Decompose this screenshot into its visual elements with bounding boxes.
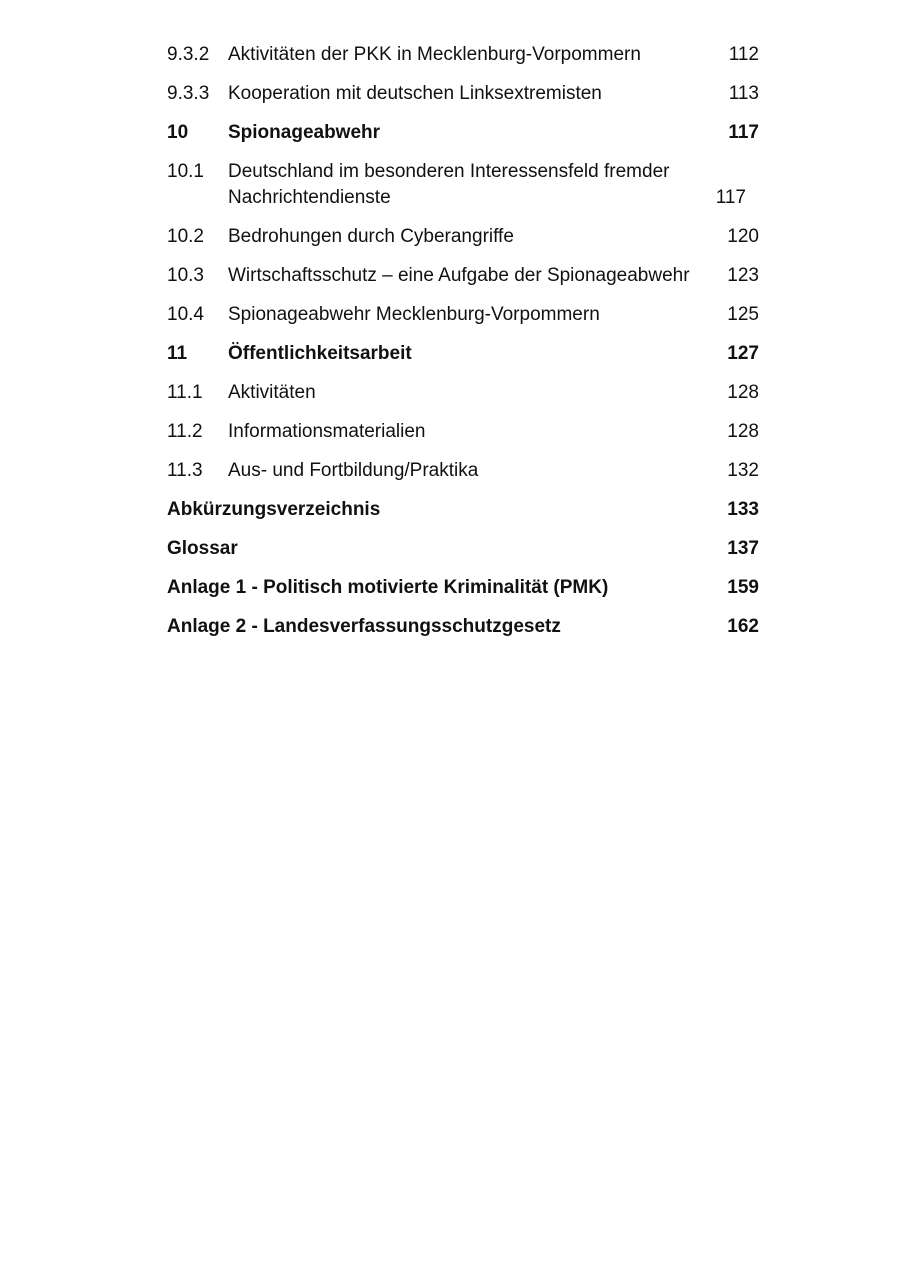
toc-entry-11-1	[167, 380, 759, 406]
toc-entry-page: 120	[727, 226, 759, 247]
toc-entry-number: 10.1	[167, 161, 204, 182]
toc-appendix-abbreviations	[167, 497, 759, 523]
toc-chapter-11	[167, 341, 759, 367]
toc-entry-11-3	[167, 458, 759, 484]
toc-entry-page: 132	[727, 460, 759, 481]
toc-entry-number: 11.1	[167, 382, 203, 403]
toc-appendix-glossary	[167, 536, 759, 562]
toc-entry-page: 159	[727, 577, 759, 598]
toc-entry-title: Aktivitäten der PKK in Mecklenburg-Vorpommern	[228, 44, 641, 65]
toc-entry-title: Deutschland im besonderen Interessensfeld fremder Nachrichtendienste	[228, 161, 670, 208]
toc-entry-number: 11.3	[167, 460, 203, 481]
toc-entry-number: 10.3	[167, 265, 204, 286]
toc-appendix-anlage-2	[167, 614, 759, 640]
toc-chapter-10	[167, 120, 759, 146]
toc-entry-page: 128	[727, 382, 759, 403]
toc-entry-title: Öffentlichkeitsarbeit	[228, 343, 412, 364]
toc-entry-page: 117	[715, 187, 746, 208]
toc-entry-page: 117	[728, 122, 759, 143]
toc-entry-page: 123	[727, 265, 759, 286]
toc-entry-page: 162	[727, 616, 759, 637]
toc-entry-10-2	[167, 224, 759, 250]
toc-entry-number: 10.4	[167, 304, 204, 325]
toc-entry-number: 9.3.2	[167, 44, 210, 65]
toc-entry-9-3-3	[167, 81, 759, 107]
toc-entry-title: Wirtschaftsschutz – eine Aufgabe der Spionageabwehr	[228, 265, 690, 286]
toc-entry-number: 11.2	[167, 421, 203, 442]
toc-entry-title: Anlage 2 - Landesverfassungsschutzgesetz	[167, 616, 561, 637]
toc-entry-title: Glossar	[167, 538, 238, 559]
toc-entry-title: Bedrohungen durch Cyberangriffe	[228, 226, 514, 247]
toc-entry-11-2	[167, 419, 759, 445]
toc-entry-10-4	[167, 302, 759, 328]
toc-entry-title: Abkürzungsverzeichnis	[167, 499, 381, 520]
toc-entry-page: 133	[727, 499, 759, 520]
toc-entry-10-3	[167, 263, 759, 289]
toc-entry-page: 113	[728, 83, 759, 104]
toc-entry-title: Aktivitäten	[228, 382, 316, 403]
table-of-contents	[167, 42, 759, 653]
toc-entry-title: Informationsmaterialien	[228, 421, 426, 442]
toc-entry-page: 137	[727, 538, 759, 559]
toc-entry-10-1	[167, 159, 759, 211]
toc-entry-title: Anlage 1 - Politisch motivierte Kriminalität (PMK)	[167, 577, 609, 598]
toc-entry-title: Kooperation mit deutschen Linksextremisten	[228, 83, 602, 104]
toc-entry-9-3-2	[167, 42, 759, 68]
toc-entry-page: 127	[727, 343, 759, 364]
toc-entry-title: Spionageabwehr Mecklenburg-Vorpommern	[228, 304, 600, 325]
toc-entry-title: Aus- und Fortbildung/Praktika	[228, 460, 479, 481]
toc-entry-page: 125	[727, 304, 759, 325]
toc-entry-number: 9.3.3	[167, 83, 210, 104]
toc-entry-number: 10	[167, 122, 189, 143]
toc-entry-number: 10.2	[167, 226, 204, 247]
toc-entry-page: 128	[727, 421, 759, 442]
toc-entry-title: Spionageabwehr	[228, 122, 381, 143]
toc-entry-number: 11	[167, 343, 188, 364]
toc-appendix-anlage-1	[167, 575, 759, 601]
toc-entry-page: 112	[728, 44, 759, 65]
